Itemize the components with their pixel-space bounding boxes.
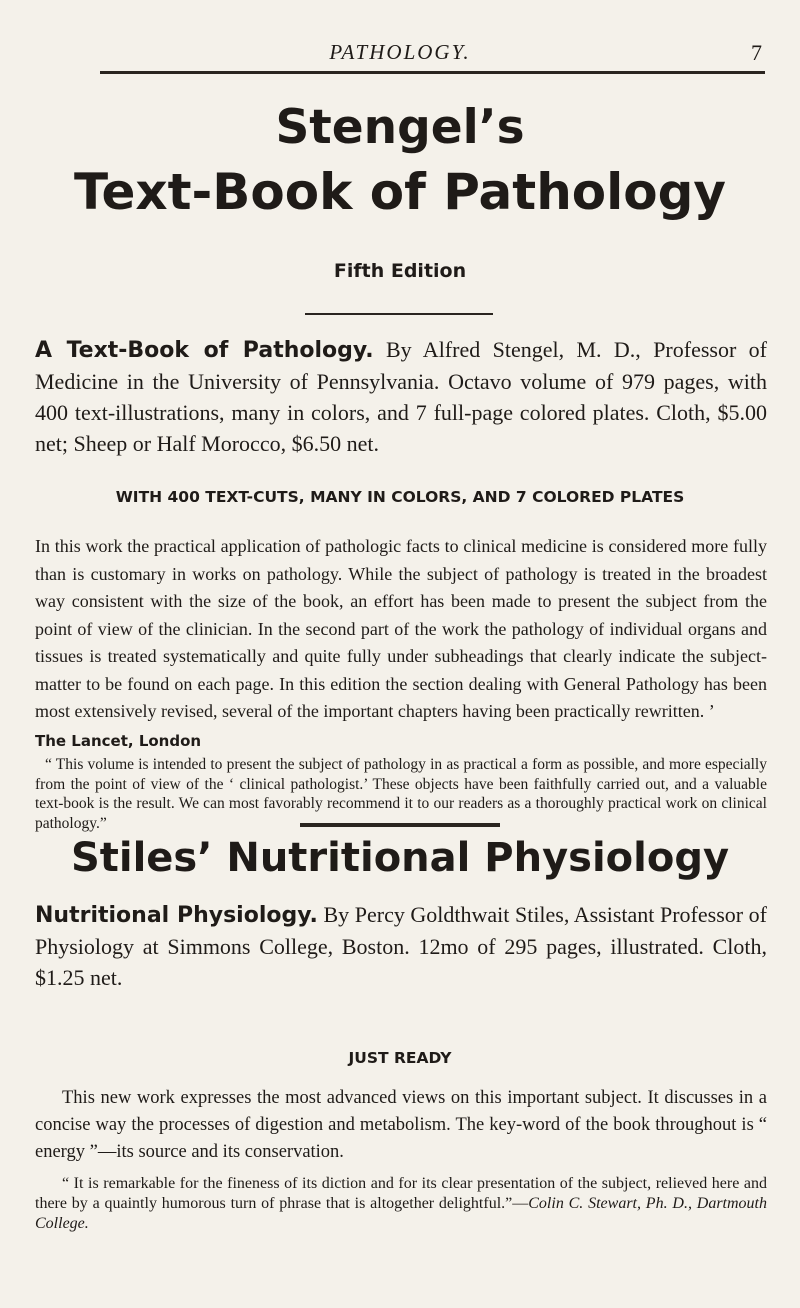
page-number: 7 [751,40,762,65]
book1-title-line1: Stengel’s [275,100,525,155]
book2-subheading: JUST READY [348,1049,452,1067]
book1-edition: Fifth Edition [333,260,467,282]
book2-description-lead: Nutritional Physiology. [35,903,318,928]
book2-description [35,899,767,993]
running-head-title: PATHOLOGY. [329,40,471,64]
book1-description-lead: A Text-Book of Pathology. [35,338,374,363]
book2-quote [35,1174,767,1234]
book1-description-rest: By Alfred Stengel, M. D., Professor of Medicine in the University of Pennsylvania. Octavo volume of 979 pages, with 400 text-illustrations, many in colors, and 7 full-page colored plates. Cloth, $5.00 net; Sheep or Half Morocco, $6.50 net. [35,337,768,456]
book1-title-line2: Text-Book of Pathology [73,163,727,221]
section-divider [305,313,493,315]
header-rule [100,71,765,74]
book2-quote-attribution: Colin C. Stewart, Ph. D., Dartmouth College. [35,1195,767,1232]
book2-title: Stiles’ Nutritional Physiology [70,835,730,881]
book1-subheading: WITH 400 TEXT-CUTS, MANY IN COLORS, AND 7 COLORED PLATES [115,488,685,506]
book1-review-quote: “ This volume is intended to present the subject of pathology in as practical a form as possible, and more especially from the point of view of the ‘ clinical pathologist.’ These objects have been faithfully carried out, and a valuable text-book is the result. We can most favorably recommend it to our readers as a thoroughly practical work on clinical pathology.” [35,756,767,832]
running-head [0,40,800,70]
book2-quote-text: “ It is remarkable for the fineness of its diction and for its clear presentation of the subject, relieved here and there by a quaintly humorous turn of phrase that is altogether delightful.”— [35,1175,767,1212]
book1-review-source: The Lancet, London [35,732,202,750]
book1-description [35,334,767,459]
book2-description-rest: By Percy Goldthwait Stiles, Assistant Professor of Physiology at Simmons College, Boston. 12mo of 295 pages, illustrated. Cloth, $1.25 net. [35,902,767,990]
book1-body: In this work the practical application of pathologic facts to clinical medicine is considered more fully than is customary in works on pathology. While the subject of pathology is treated in the broadest way consistent with the size of the book, an effort has been made to present the subject from the point of view of the clinician. In the second part of the work the pathology of individual organs and tissues is treated systematically and quite fully under subheadings that clearly indicate the subject-matter to be found on each page. In this edition the section dealing with General Pathology has been most extensively revised, several of the important chapters having been practically rewritten. ’ [35,536,767,721]
book-divider [300,823,500,827]
book2-body: This new work expresses the most advanced views on this important subject. It discusses in a concise way the processes of digestion and metabolism. The key-word of the book throughout is “ energy ”—its source and its conservation. [35,1088,767,1162]
